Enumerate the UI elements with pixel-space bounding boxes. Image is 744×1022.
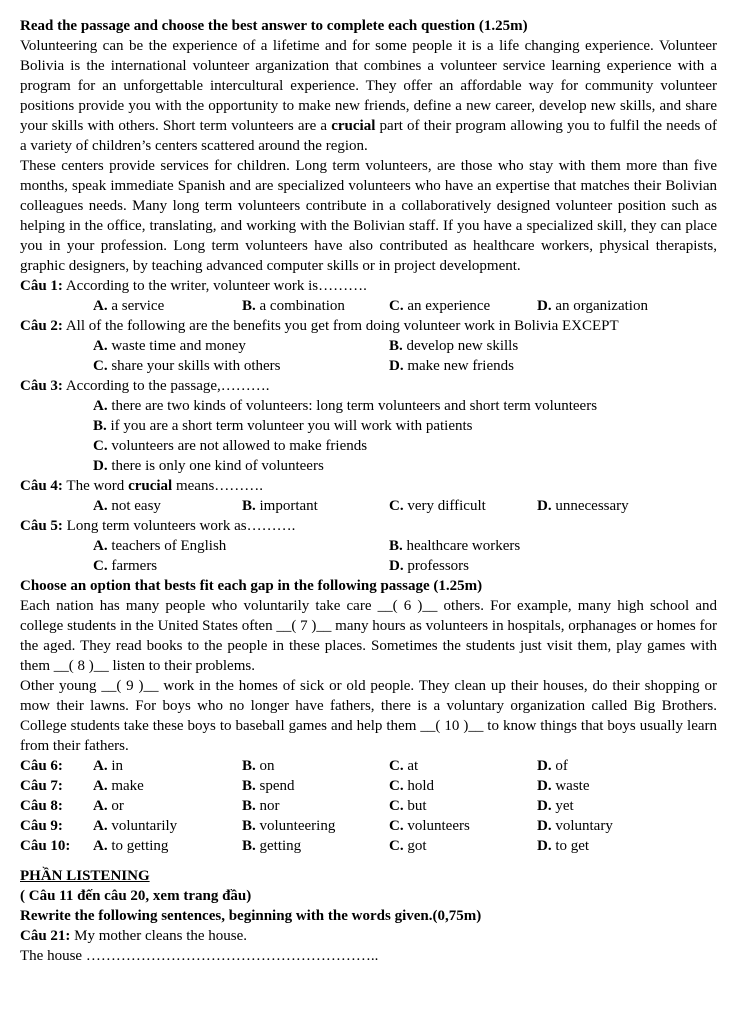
question-2-options	[20, 336, 717, 356]
answer-option[interactable]: B. develop new skills	[389, 338, 519, 354]
question-4-options	[20, 496, 717, 516]
answer-option[interactable]: D. of	[537, 758, 568, 774]
answer-option[interactable]: C. at	[389, 758, 419, 774]
question-2-options	[20, 356, 717, 376]
answer-option[interactable]: D. unnecessary	[537, 498, 629, 514]
answer-option[interactable]: D. professors	[389, 558, 469, 574]
reading-questions	[20, 276, 717, 576]
question-9-row	[20, 816, 717, 836]
question-3-options	[20, 396, 717, 416]
question-21-text: My mother cleans the house.	[70, 928, 248, 944]
answer-option[interactable]: B. healthcare workers	[389, 538, 521, 554]
listening-note: ( Câu 11 đến câu 20, xem trang đầu)	[20, 888, 252, 904]
cloze-heading: Choose an option that bests fit each gap in the following passage (1.25m)	[20, 578, 483, 594]
answer-option[interactable]: D. waste	[537, 778, 590, 794]
answer-option[interactable]: C. share your skills with others	[93, 358, 281, 374]
question-label: Câu 10:	[20, 838, 71, 854]
answer-option[interactable]: A. not easy	[93, 498, 161, 514]
reading-paragraph-1: Volunteering can be the experience of a lifetime and for some people it is a life changing experience. Volunteer Bolivia is the international volunteer arganization that combines a volunteer service learning experience with a program for an unforgettable intercultural experience. They offer an affordable way for community volunteer positions provide you with the opportunity to make new friends, define a new career, develop new skills, and share your skills with others. Short term volunteers are a crucial part of their program allowing you to fulfil the needs of a variety of children’s centers scattered around the region.	[20, 38, 717, 154]
answer-option[interactable]: C. but	[389, 798, 427, 814]
question-7-row	[20, 776, 717, 796]
answer-option[interactable]: C. volunteers are not allowed to make friends	[93, 438, 368, 454]
question-8-row	[20, 796, 717, 816]
answer-option[interactable]: A. to getting	[93, 838, 169, 854]
question-label: Câu 8:	[20, 798, 63, 814]
answer-option[interactable]: B. getting	[242, 838, 302, 854]
answer-option[interactable]: B. nor	[242, 798, 280, 814]
listening-heading: PHẦN LISTENING	[20, 868, 150, 884]
answer-option[interactable]: A. or	[93, 798, 124, 814]
answer-option[interactable]: C. volunteers	[389, 818, 470, 834]
question-1-stem: Câu 1: According to the writer, volunteer work is……….	[20, 278, 367, 294]
answer-option[interactable]: A. waste time and money	[93, 338, 246, 354]
question-6-row	[20, 756, 717, 776]
question-21-label: Câu 21:	[20, 928, 71, 944]
answer-option[interactable]: B. on	[242, 758, 275, 774]
answer-option[interactable]: A. in	[93, 758, 124, 774]
exam-page	[20, 16, 717, 966]
answer-option[interactable]: D. make new friends	[389, 358, 514, 374]
answer-option[interactable]: A. there are two kinds of volunteers: long term volunteers and short term volunteers	[93, 398, 598, 414]
question-label: Câu 7:	[20, 778, 63, 794]
answer-option[interactable]: D. voluntary	[537, 818, 613, 834]
answer-option[interactable]: A. make	[93, 778, 144, 794]
answer-option[interactable]: A. a service	[93, 298, 165, 314]
cloze-paragraph-2: Other young __( 9 )__ work in the homes of sick or old people. They clean up their houses, do their shopping or mow their lawns. For boys who no longer have fathers, there is a voluntary organization called Big Brothers. College students take these boys to baseball games and help them __( 10 )__ to know things that boys usually learn from their fathers.	[20, 678, 717, 754]
answer-option[interactable]: B. a combination	[242, 298, 345, 314]
answer-option[interactable]: D. to get	[537, 838, 590, 854]
answer-option[interactable]: C. got	[389, 838, 427, 854]
answer-option[interactable]: A. voluntarily	[93, 818, 178, 834]
rewrite-heading: Rewrite the following sentences, beginning with the words given.(0,75m)	[20, 908, 482, 924]
question-label: Câu 9:	[20, 818, 63, 834]
answer-option[interactable]: C. an experience	[389, 298, 491, 314]
answer-option[interactable]: B. volunteering	[242, 818, 336, 834]
answer-option[interactable]: A. teachers of English	[93, 538, 227, 554]
question-5-options	[20, 536, 717, 556]
reading-heading: Read the passage and choose the best answer to complete each question (1.25m)	[20, 18, 528, 34]
question-label: Câu 6:	[20, 758, 63, 774]
answer-option[interactable]: D. there is only one kind of volunteers	[93, 458, 324, 474]
reading-paragraph-2: These centers provide services for children. Long term volunteers, are those who stay with them more than five months, speak immediate Spanish and are specialized volunteers who have an expertise that matches their Bolivian colleagues needs. Many long term volunteers contribute in a collaboratively designed volunteer position such as helping in the office, translating, and working with the Bolivian staff. If you have a specialized skill, they can place you in your profession. Long term volunteers have also contributed as healthcare workers, physical therapists, graphic designers, by teaching advanced computer skills or in project development.	[20, 158, 717, 274]
answer-line-21: The house …………………………………………………..	[20, 948, 379, 964]
answer-option[interactable]: D. yet	[537, 798, 574, 814]
question-2-stem: Câu 2: All of the following are the benefits you get from doing volunteer work in Bolivia EXCEPT	[20, 318, 619, 334]
answer-option[interactable]: B. spend	[242, 778, 295, 794]
question-3-options	[20, 436, 717, 456]
cloze-paragraph-1: Each nation has many people who voluntarily take care __( 6 )__ others. For example, many high school and college students in the United States often __( 7 )__ many hours as volunteers in hospitals, orphanages or homes for the aged. They read books to the people in these places. Sometimes the students just visit them, play games with them __( 8 )__ listen to their problems.	[20, 598, 717, 674]
answer-option[interactable]: C. hold	[389, 778, 435, 794]
question-3-options	[20, 456, 717, 476]
answer-option[interactable]: C. very difficult	[389, 498, 486, 514]
answer-option[interactable]: B. if you are a short term volunteer you will work with patients	[93, 418, 473, 434]
question-21	[20, 926, 717, 946]
answer-option[interactable]: B. important	[242, 498, 318, 514]
question-3-stem: Câu 3: According to the passage,……….	[20, 378, 270, 394]
question-1-options	[20, 296, 717, 316]
question-3-options	[20, 416, 717, 436]
crucial-word: crucial	[331, 118, 376, 134]
question-10-row	[20, 836, 717, 856]
answer-option[interactable]: D. an organization	[537, 298, 648, 314]
question-5-stem: Câu 5: Long term volunteers work as……….	[20, 518, 296, 534]
question-5-options	[20, 556, 717, 576]
question-4-stem: Câu 4: The word crucial means……….	[20, 478, 264, 494]
answer-option[interactable]: C. farmers	[93, 558, 158, 574]
cloze-questions	[20, 756, 717, 856]
